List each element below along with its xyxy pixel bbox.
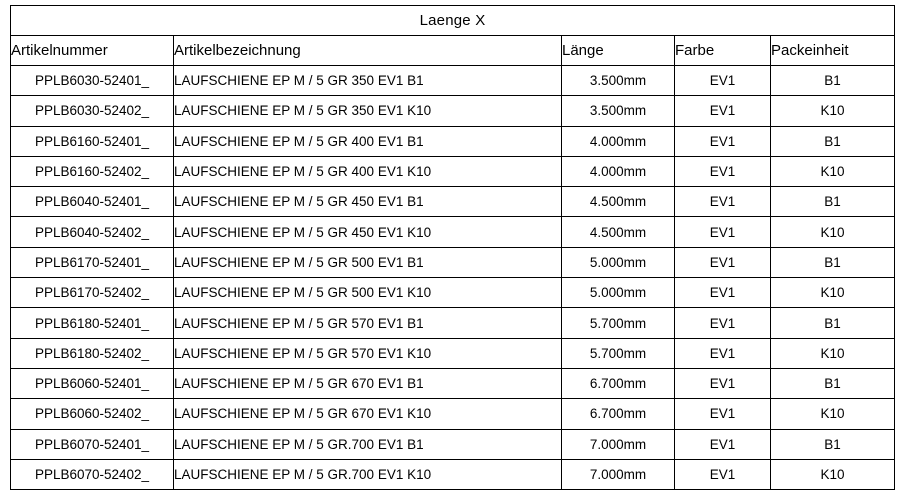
parts-table bbox=[10, 5, 895, 490]
cell-packeinheit: B1 bbox=[771, 429, 895, 459]
table-title-row bbox=[11, 6, 895, 36]
cell-farbe: EV1 bbox=[675, 96, 771, 126]
cell-farbe: EV1 bbox=[675, 156, 771, 186]
cell-artikelbezeichnung: LAUFSCHIENE EP M / 5 GR 400 EV1 B1 bbox=[174, 126, 562, 156]
cell-farbe: EV1 bbox=[675, 399, 771, 429]
cell-artikelnummer: PPLB6160-52401_ bbox=[11, 126, 174, 156]
cell-packeinheit: K10 bbox=[771, 217, 895, 247]
column-header-artikelnummer: Artikelnummer bbox=[11, 36, 174, 66]
cell-farbe: EV1 bbox=[675, 247, 771, 277]
table-title: Laenge X bbox=[11, 6, 895, 36]
cell-artikelnummer: PPLB6160-52402_ bbox=[11, 156, 174, 186]
cell-packeinheit: K10 bbox=[771, 399, 895, 429]
cell-artikelbezeichnung: LAUFSCHIENE EP M / 5 GR 350 EV1 K10 bbox=[174, 96, 562, 126]
cell-packeinheit: K10 bbox=[771, 459, 895, 489]
table-row bbox=[11, 278, 895, 308]
cell-farbe: EV1 bbox=[675, 278, 771, 308]
cell-artikelbezeichnung: LAUFSCHIENE EP M / 5 GR 500 EV1 K10 bbox=[174, 278, 562, 308]
cell-artikelnummer: PPLB6070-52401_ bbox=[11, 429, 174, 459]
cell-packeinheit: B1 bbox=[771, 308, 895, 338]
cell-packeinheit: K10 bbox=[771, 278, 895, 308]
table-row bbox=[11, 429, 895, 459]
cell-farbe: EV1 bbox=[675, 66, 771, 96]
cell-laenge: 4.500mm bbox=[562, 217, 675, 247]
cell-artikelbezeichnung: LAUFSCHIENE EP M / 5 GR.700 EV1 B1 bbox=[174, 429, 562, 459]
table-row bbox=[11, 126, 895, 156]
cell-farbe: EV1 bbox=[675, 338, 771, 368]
table-row bbox=[11, 217, 895, 247]
cell-artikelbezeichnung: LAUFSCHIENE EP M / 5 GR 670 EV1 K10 bbox=[174, 399, 562, 429]
cell-farbe: EV1 bbox=[675, 459, 771, 489]
table-row bbox=[11, 459, 895, 489]
cell-laenge: 6.700mm bbox=[562, 399, 675, 429]
cell-laenge: 4.000mm bbox=[562, 126, 675, 156]
table-row bbox=[11, 156, 895, 186]
cell-laenge: 7.000mm bbox=[562, 429, 675, 459]
cell-farbe: EV1 bbox=[675, 308, 771, 338]
cell-artikelnummer: PPLB6030-52401_ bbox=[11, 66, 174, 96]
cell-artikelbezeichnung: LAUFSCHIENE EP M / 5 GR 670 EV1 B1 bbox=[174, 368, 562, 398]
cell-artikelbezeichnung: LAUFSCHIENE EP M / 5 GR.700 EV1 K10 bbox=[174, 459, 562, 489]
cell-laenge: 4.500mm bbox=[562, 187, 675, 217]
cell-artikelnummer: PPLB6040-52402_ bbox=[11, 217, 174, 247]
table-row bbox=[11, 96, 895, 126]
cell-artikelbezeichnung: LAUFSCHIENE EP M / 5 GR 500 EV1 B1 bbox=[174, 247, 562, 277]
cell-laenge: 5.000mm bbox=[562, 247, 675, 277]
column-header-laenge: Länge bbox=[562, 36, 675, 66]
cell-artikelnummer: PPLB6060-52401_ bbox=[11, 368, 174, 398]
cell-laenge: 4.000mm bbox=[562, 156, 675, 186]
cell-farbe: EV1 bbox=[675, 187, 771, 217]
table-body bbox=[11, 6, 895, 490]
cell-farbe: EV1 bbox=[675, 368, 771, 398]
cell-artikelbezeichnung: LAUFSCHIENE EP M / 5 GR 350 EV1 B1 bbox=[174, 66, 562, 96]
cell-artikelnummer: PPLB6060-52402_ bbox=[11, 399, 174, 429]
cell-packeinheit: B1 bbox=[771, 247, 895, 277]
table-row bbox=[11, 338, 895, 368]
table-header-row bbox=[11, 36, 895, 66]
cell-farbe: EV1 bbox=[675, 126, 771, 156]
cell-laenge: 6.700mm bbox=[562, 368, 675, 398]
cell-artikelbezeichnung: LAUFSCHIENE EP M / 5 GR 570 EV1 K10 bbox=[174, 338, 562, 368]
table-row bbox=[11, 368, 895, 398]
cell-packeinheit: B1 bbox=[771, 187, 895, 217]
column-header-farbe: Farbe bbox=[675, 36, 771, 66]
cell-artikelnummer: PPLB6180-52401_ bbox=[11, 308, 174, 338]
cell-artikelnummer: PPLB6030-52402_ bbox=[11, 96, 174, 126]
cell-laenge: 5.700mm bbox=[562, 338, 675, 368]
cell-laenge: 3.500mm bbox=[562, 66, 675, 96]
cell-packeinheit: B1 bbox=[771, 66, 895, 96]
column-header-artikelbezeichnung: Artikelbezeichnung bbox=[174, 36, 562, 66]
cell-artikelbezeichnung: LAUFSCHIENE EP M / 5 GR 570 EV1 B1 bbox=[174, 308, 562, 338]
cell-artikelbezeichnung: LAUFSCHIENE EP M / 5 GR 450 EV1 B1 bbox=[174, 187, 562, 217]
cell-farbe: EV1 bbox=[675, 429, 771, 459]
table-row bbox=[11, 66, 895, 96]
cell-laenge: 3.500mm bbox=[562, 96, 675, 126]
table-row bbox=[11, 247, 895, 277]
cell-packeinheit: K10 bbox=[771, 156, 895, 186]
cell-artikelbezeichnung: LAUFSCHIENE EP M / 5 GR 450 EV1 K10 bbox=[174, 217, 562, 247]
cell-laenge: 5.700mm bbox=[562, 308, 675, 338]
cell-packeinheit: B1 bbox=[771, 126, 895, 156]
table-row bbox=[11, 308, 895, 338]
cell-artikelnummer: PPLB6170-52402_ bbox=[11, 278, 174, 308]
cell-packeinheit: K10 bbox=[771, 96, 895, 126]
table-row bbox=[11, 399, 895, 429]
cell-artikelnummer: PPLB6180-52402_ bbox=[11, 338, 174, 368]
cell-artikelnummer: PPLB6040-52401_ bbox=[11, 187, 174, 217]
cell-artikelnummer: PPLB6070-52402_ bbox=[11, 459, 174, 489]
column-header-packeinheit: Packeinheit bbox=[771, 36, 895, 66]
cell-laenge: 7.000mm bbox=[562, 459, 675, 489]
cell-packeinheit: K10 bbox=[771, 338, 895, 368]
cell-artikelnummer: PPLB6170-52401_ bbox=[11, 247, 174, 277]
cell-packeinheit: B1 bbox=[771, 368, 895, 398]
cell-laenge: 5.000mm bbox=[562, 278, 675, 308]
table-row bbox=[11, 187, 895, 217]
cell-artikelbezeichnung: LAUFSCHIENE EP M / 5 GR 400 EV1 K10 bbox=[174, 156, 562, 186]
cell-farbe: EV1 bbox=[675, 217, 771, 247]
